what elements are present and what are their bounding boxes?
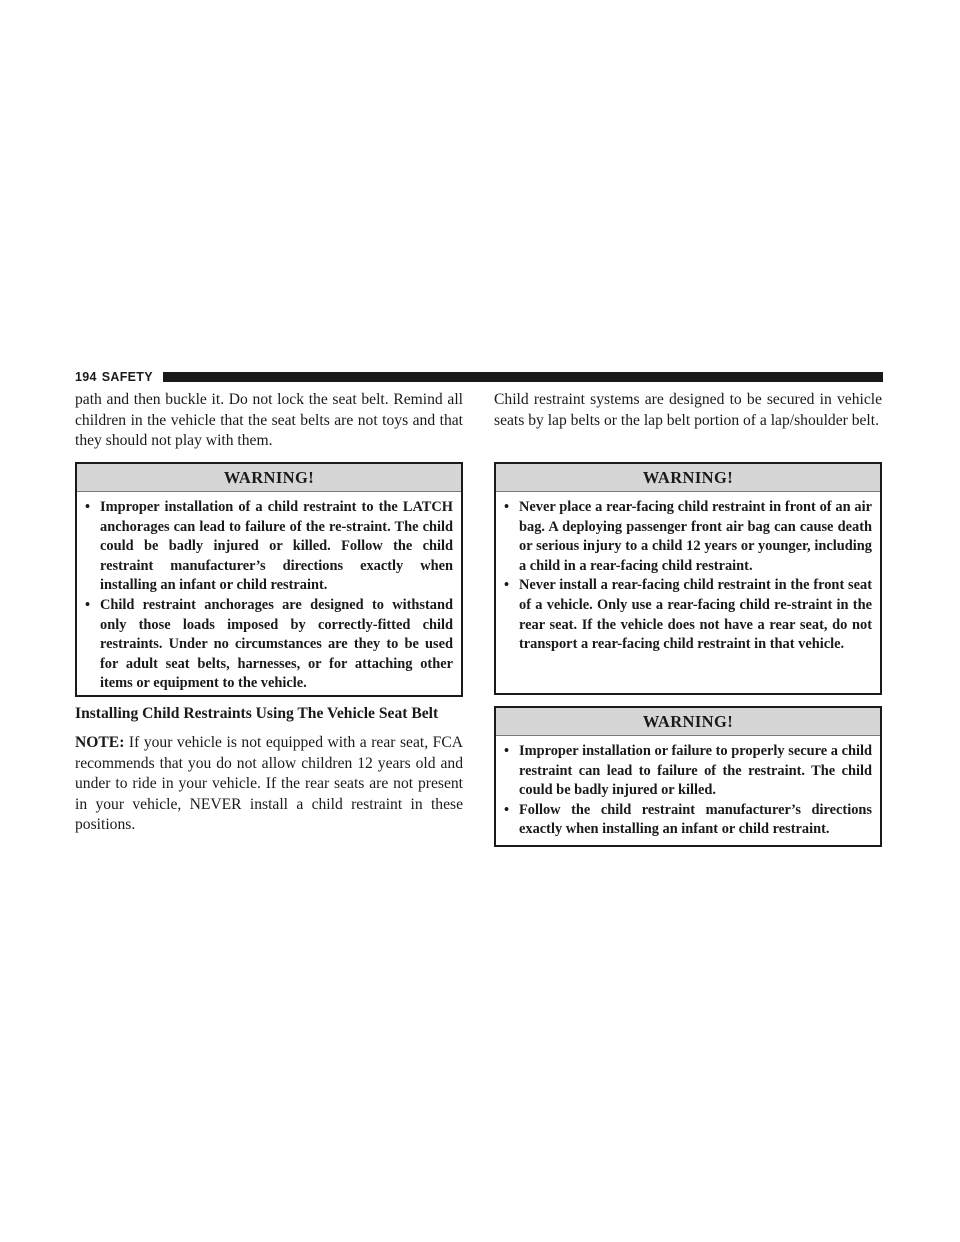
warning-title: WARNING! <box>496 464 880 492</box>
bullet-icon: • <box>504 743 510 759</box>
bullet-icon: • <box>85 596 91 613</box>
warning-title: WARNING! <box>77 464 461 492</box>
section-subheading: Installing Child Restraints Using The Vehicle Seat Belt <box>75 705 439 722</box>
note-text: If your vehicle is not equipped with a rear seat, FCA recommends that you do not allow children 12 years old and under to ride in your vehicle. If the rear seats are not present in your vehicle, NEVER install a child restraint in these positions. <box>75 734 463 833</box>
page-number: 194 <box>75 370 97 384</box>
warning-item: • Improper installation or failure to properly secure a child restraint can lead to failure of the restraint. The child could be badly injured or killed. <box>504 743 872 799</box>
section-title: SAFETY <box>101 370 153 384</box>
bullet-icon: • <box>504 499 510 515</box>
warning-list <box>496 736 880 850</box>
note-paragraph <box>75 733 463 836</box>
warning-title: WARNING! <box>496 708 880 736</box>
page-label <box>75 370 153 384</box>
left-column <box>75 390 463 836</box>
right-column <box>494 390 882 847</box>
bullet-icon: • <box>504 801 510 818</box>
warning-item: • Never place a rear-facing child restraint in front of an air bag. A deploying passenger front air bag can cause death or serious injury to a child 12 years or younger, including a child in a rear-facing child restraint. <box>504 499 872 574</box>
bullet-icon: • <box>85 499 91 515</box>
header-rule <box>163 372 883 382</box>
warning-item: • Child restraint anchorages are designed to withstand only those loads imposed by correctly-fitted child restraints. Under no circumstances are they to be used for adult seat belts, harnesses, or for attaching other items or equipment to the vehicle. <box>85 596 453 692</box>
page-header <box>75 369 883 385</box>
warning-box-air-bag <box>494 462 882 695</box>
intro-paragraph-right: Child restraint systems are designed to be secured in vehicle seats by lap belts or the lap belt portion of a lap/shoulder belt. <box>494 391 882 429</box>
warning-list <box>496 492 880 665</box>
bullet-icon: • <box>504 577 510 594</box>
intro-paragraph-left: path and then buckle it. Do not lock the seat belt. Remind all children in the vehicle that the seat belts are not toys and that they should not play with them. <box>75 391 463 449</box>
warning-box-latch <box>75 462 463 697</box>
warning-list <box>77 492 461 704</box>
warning-item: • Improper installation of a child restraint to the LATCH anchorages can lead to failure of the re-straint. The child could be badly injured or killed. Follow the child restraint manufacturer’s directions exactly when installing an infant or child restraint. <box>85 499 453 594</box>
warning-box-installation <box>494 706 882 847</box>
warning-item: • Never install a rear-facing child restraint in the front seat of a vehicle. Only use a rear-facing child re-straint in the rear seat. If the vehicle does not have a rear seat, do not transport a rear-facing child restraint in that vehicle. <box>504 577 872 653</box>
warning-item: • Follow the child restraint manufacturer’s directions exactly when installing an infant or child restraint. <box>504 801 872 838</box>
note-label: NOTE: <box>75 734 125 751</box>
